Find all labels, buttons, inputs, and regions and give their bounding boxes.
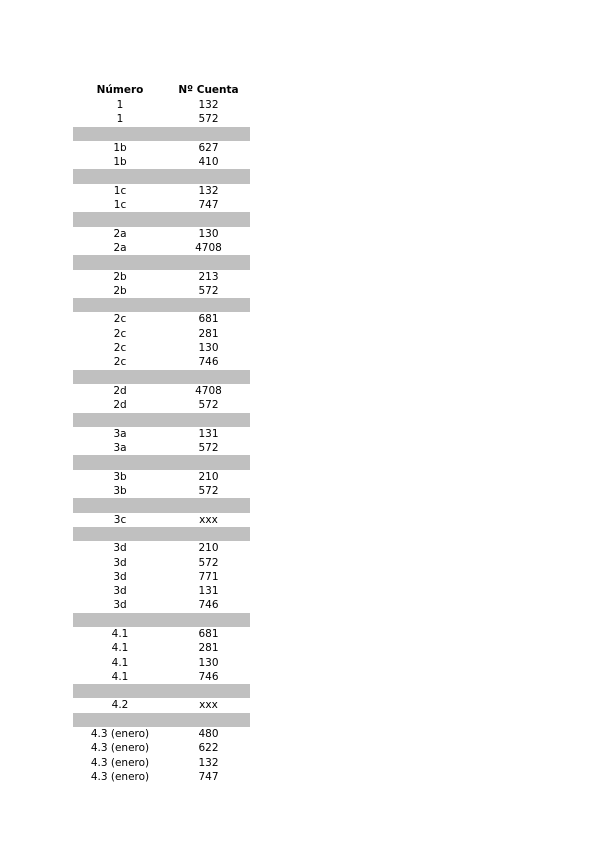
numero-cell[interactable]: 1 xyxy=(116,113,124,126)
table-row xyxy=(73,598,250,612)
table-row xyxy=(73,670,250,684)
cuenta-cell[interactable]: 132 xyxy=(198,99,219,111)
table-header-row xyxy=(73,83,250,98)
table-row xyxy=(73,284,250,298)
table-row xyxy=(73,727,250,741)
table-row xyxy=(73,270,250,284)
cuenta-cell[interactable]: 627 xyxy=(198,141,219,154)
cuenta-cell[interactable]: 132 xyxy=(198,184,219,197)
cuenta-cell[interactable]: 213 xyxy=(198,270,219,283)
group-separator-row xyxy=(73,455,250,469)
cuenta-cell[interactable]: xxx xyxy=(199,513,218,526)
numero-cell[interactable]: 3d xyxy=(113,556,127,569)
cuenta-cell[interactable]: 132 xyxy=(198,756,219,769)
table-row xyxy=(73,384,250,398)
table-row xyxy=(73,341,250,355)
column-header-cuenta[interactable]: Nº Cuenta xyxy=(178,84,239,96)
numero-cell[interactable]: 3d xyxy=(113,599,127,612)
table-row xyxy=(73,112,250,126)
numero-cell[interactable]: 1c xyxy=(113,199,127,212)
numero-cell[interactable]: 3d xyxy=(113,585,127,598)
cuenta-cell[interactable]: 747 xyxy=(198,199,219,212)
table-row xyxy=(73,584,250,598)
numero-cell[interactable]: 2b xyxy=(113,270,127,283)
group-separator-row xyxy=(73,298,250,312)
cuenta-cell[interactable]: 681 xyxy=(198,313,219,326)
table-row xyxy=(73,641,250,655)
table-row xyxy=(73,741,250,755)
table-row xyxy=(73,570,250,584)
table-row xyxy=(73,155,250,169)
cuenta-cell[interactable]: 210 xyxy=(198,470,219,483)
table-row xyxy=(73,355,250,369)
table-row xyxy=(73,470,250,484)
table-row xyxy=(73,513,250,527)
cuenta-cell[interactable]: 130 xyxy=(198,656,219,669)
group-separator-row xyxy=(73,255,250,269)
numero-cell[interactable]: 3b xyxy=(113,470,127,483)
table-row xyxy=(73,756,250,770)
table-row xyxy=(73,227,250,241)
table-row xyxy=(73,627,250,641)
group-separator-row xyxy=(73,169,250,183)
cuenta-cell[interactable]: 281 xyxy=(198,642,219,655)
numero-cell[interactable]: 2a xyxy=(113,227,127,240)
cuenta-cell[interactable]: 4708 xyxy=(195,241,222,254)
numero-cell[interactable]: 3c xyxy=(113,513,127,526)
table-row xyxy=(73,770,250,784)
cuenta-cell[interactable]: 131 xyxy=(198,585,219,598)
numero-cell[interactable]: 4.1 xyxy=(111,670,129,683)
account-table xyxy=(73,83,250,784)
table-row xyxy=(73,141,250,155)
table-row xyxy=(73,441,250,455)
numero-cell[interactable]: 2d xyxy=(113,399,127,412)
table-row xyxy=(73,398,250,412)
cuenta-cell[interactable]: 572 xyxy=(198,556,219,569)
numero-cell[interactable]: 2b xyxy=(113,284,127,297)
numero-cell[interactable]: 1b xyxy=(113,141,127,154)
group-separator-row xyxy=(73,713,250,727)
numero-cell[interactable]: 4.3 (enero) xyxy=(90,756,150,769)
table-row xyxy=(73,698,250,712)
numero-cell[interactable]: 4.1 xyxy=(111,656,129,669)
cuenta-cell[interactable]: 771 xyxy=(198,570,219,583)
numero-cell[interactable]: 2a xyxy=(113,241,127,254)
cuenta-cell[interactable]: 410 xyxy=(198,156,219,169)
numero-cell[interactable]: 1b xyxy=(113,156,127,169)
numero-cell[interactable]: 3a xyxy=(113,442,127,455)
numero-cell[interactable]: 2c xyxy=(113,327,127,340)
table-row xyxy=(73,427,250,441)
cuenta-cell[interactable]: 746 xyxy=(198,670,219,683)
numero-cell[interactable]: 4.2 xyxy=(111,699,129,712)
numero-cell[interactable]: 4.3 (enero) xyxy=(90,728,150,741)
numero-cell[interactable]: 4.3 (enero) xyxy=(90,770,150,783)
numero-cell[interactable]: 3d xyxy=(113,542,127,555)
cuenta-cell[interactable]: 130 xyxy=(198,227,219,240)
column-header-numero[interactable]: Número xyxy=(96,84,144,96)
table-row xyxy=(73,541,250,555)
group-separator-row xyxy=(73,684,250,698)
cuenta-cell[interactable]: 746 xyxy=(198,599,219,612)
numero-cell[interactable]: 2c xyxy=(113,356,127,369)
cuenta-cell[interactable]: 4708 xyxy=(195,384,222,397)
table-row xyxy=(73,327,250,341)
cuenta-cell[interactable]: 746 xyxy=(198,356,219,369)
group-separator-row xyxy=(73,127,250,141)
table-row xyxy=(73,484,250,498)
table-body xyxy=(73,98,250,784)
group-separator-row xyxy=(73,413,250,427)
numero-cell[interactable]: 3b xyxy=(113,485,127,498)
group-separator-row xyxy=(73,613,250,627)
group-separator-row xyxy=(73,370,250,384)
table-row xyxy=(73,184,250,198)
cuenta-cell[interactable]: 572 xyxy=(198,399,219,412)
table-row xyxy=(73,312,250,326)
numero-cell[interactable]: 2c xyxy=(113,342,127,355)
table-row xyxy=(73,656,250,670)
cuenta-cell[interactable]: 747 xyxy=(198,770,219,783)
cuenta-cell[interactable]: 572 xyxy=(198,485,219,498)
cuenta-cell[interactable]: 480 xyxy=(198,728,219,741)
numero-cell[interactable]: 2d xyxy=(113,384,127,397)
table-row xyxy=(73,241,250,255)
cuenta-cell[interactable]: 572 xyxy=(198,442,219,455)
cuenta-cell[interactable]: 622 xyxy=(198,742,219,755)
numero-cell[interactable]: 4.1 xyxy=(111,642,129,655)
group-separator-row xyxy=(73,212,250,226)
table-row xyxy=(73,98,250,112)
numero-cell[interactable]: 1 xyxy=(116,99,124,111)
cuenta-cell[interactable]: 572 xyxy=(198,113,219,126)
cuenta-cell[interactable]: 572 xyxy=(198,284,219,297)
cuenta-cell[interactable]: 681 xyxy=(198,627,219,640)
numero-cell[interactable]: 4.3 (enero) xyxy=(90,742,150,755)
table-row xyxy=(73,198,250,212)
numero-cell[interactable]: 3d xyxy=(113,570,127,583)
group-separator-row xyxy=(73,498,250,512)
table-row xyxy=(73,556,250,570)
cuenta-cell[interactable]: 131 xyxy=(198,427,219,440)
numero-cell[interactable]: 2c xyxy=(113,313,127,326)
numero-cell[interactable]: 4.1 xyxy=(111,627,129,640)
cuenta-cell[interactable]: 210 xyxy=(198,542,219,555)
cuenta-cell[interactable]: 281 xyxy=(198,327,219,340)
cuenta-cell[interactable]: xxx xyxy=(199,699,218,712)
numero-cell[interactable]: 3a xyxy=(113,427,127,440)
cuenta-cell[interactable]: 130 xyxy=(198,342,219,355)
numero-cell[interactable]: 1c xyxy=(113,184,127,197)
group-separator-row xyxy=(73,527,250,541)
